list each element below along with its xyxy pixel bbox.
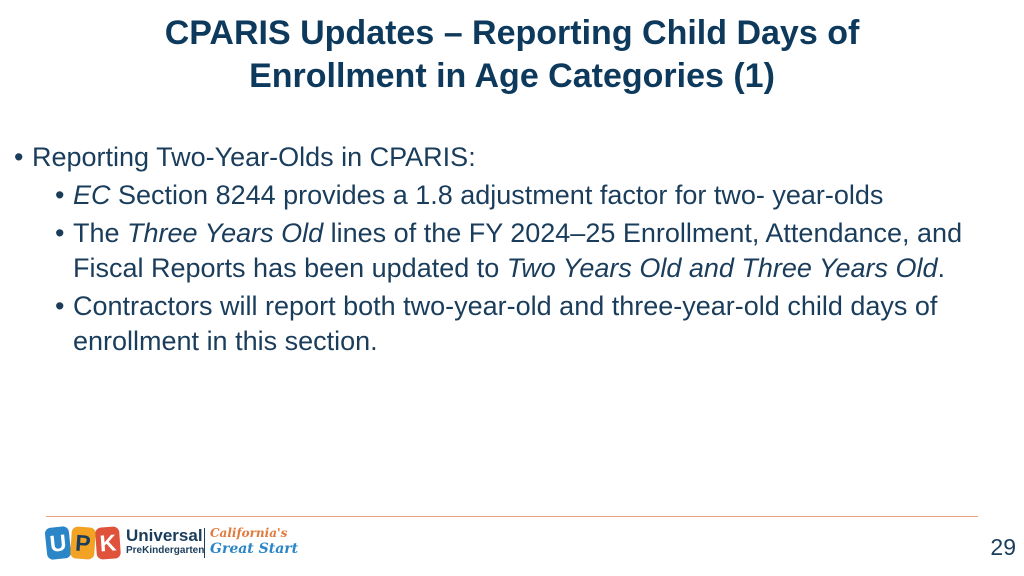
logo-tagline-great-start: Great Start — [210, 541, 299, 557]
bullet-sub-1-italic: EC — [73, 180, 111, 210]
logo-word-prekindergarten: PreKindergarten — [126, 545, 205, 556]
bullet-dot: • — [55, 180, 65, 210]
logo-word-universal: Universal — [126, 526, 203, 545]
bullet-sub-2-part2: lines of the FY 2024–25 Enrollment, Attendance, and Fiscal Reports has been updated to — [73, 218, 963, 283]
logo-letter-p: P — [70, 526, 96, 560]
bullet-sub-2-part1: The — [73, 218, 128, 248]
bullet-sub-1-text: Section 8244 provides a 1.8 adjustment factor for two- year-olds — [110, 180, 884, 210]
bullet-sub-2 — [14, 216, 1004, 286]
title-line-2: Enrollment in Age Categories (1) — [249, 57, 775, 95]
bullet-list — [14, 140, 1004, 362]
footer-divider — [46, 516, 978, 517]
bullet-dot: • — [14, 142, 24, 172]
logo-separator — [204, 528, 205, 558]
bullet-sub-1 — [14, 178, 1004, 213]
title-line-1: CPARIS Updates – Reporting Child Days of — [164, 14, 860, 52]
page-number: 29 — [990, 534, 1016, 560]
bullet-dot: • — [55, 218, 65, 248]
upk-letters — [46, 524, 122, 564]
bullet-sub-2-italic2: Two Years Old and Three Years Old — [506, 253, 938, 283]
logo-letter-u: U — [44, 526, 71, 560]
bullet-dot: • — [55, 291, 65, 321]
logo-letter-k: K — [95, 526, 121, 560]
bullet-sub-2-italic1: Three Years Old — [127, 218, 324, 248]
logo-tagline-california: California's — [210, 526, 288, 540]
bullet-sub-2-part3: . — [937, 253, 946, 283]
bullet-sub-3 — [14, 289, 1004, 359]
bullet-sub-3-text: Contractors will report both two-year-old and three-year-old child days of enrollment in this section. — [73, 291, 938, 356]
slide-title — [0, 12, 1024, 98]
bullet-main-text: Reporting Two-Year-Olds in CPARIS: — [32, 142, 476, 172]
bullet-main — [14, 140, 1004, 175]
